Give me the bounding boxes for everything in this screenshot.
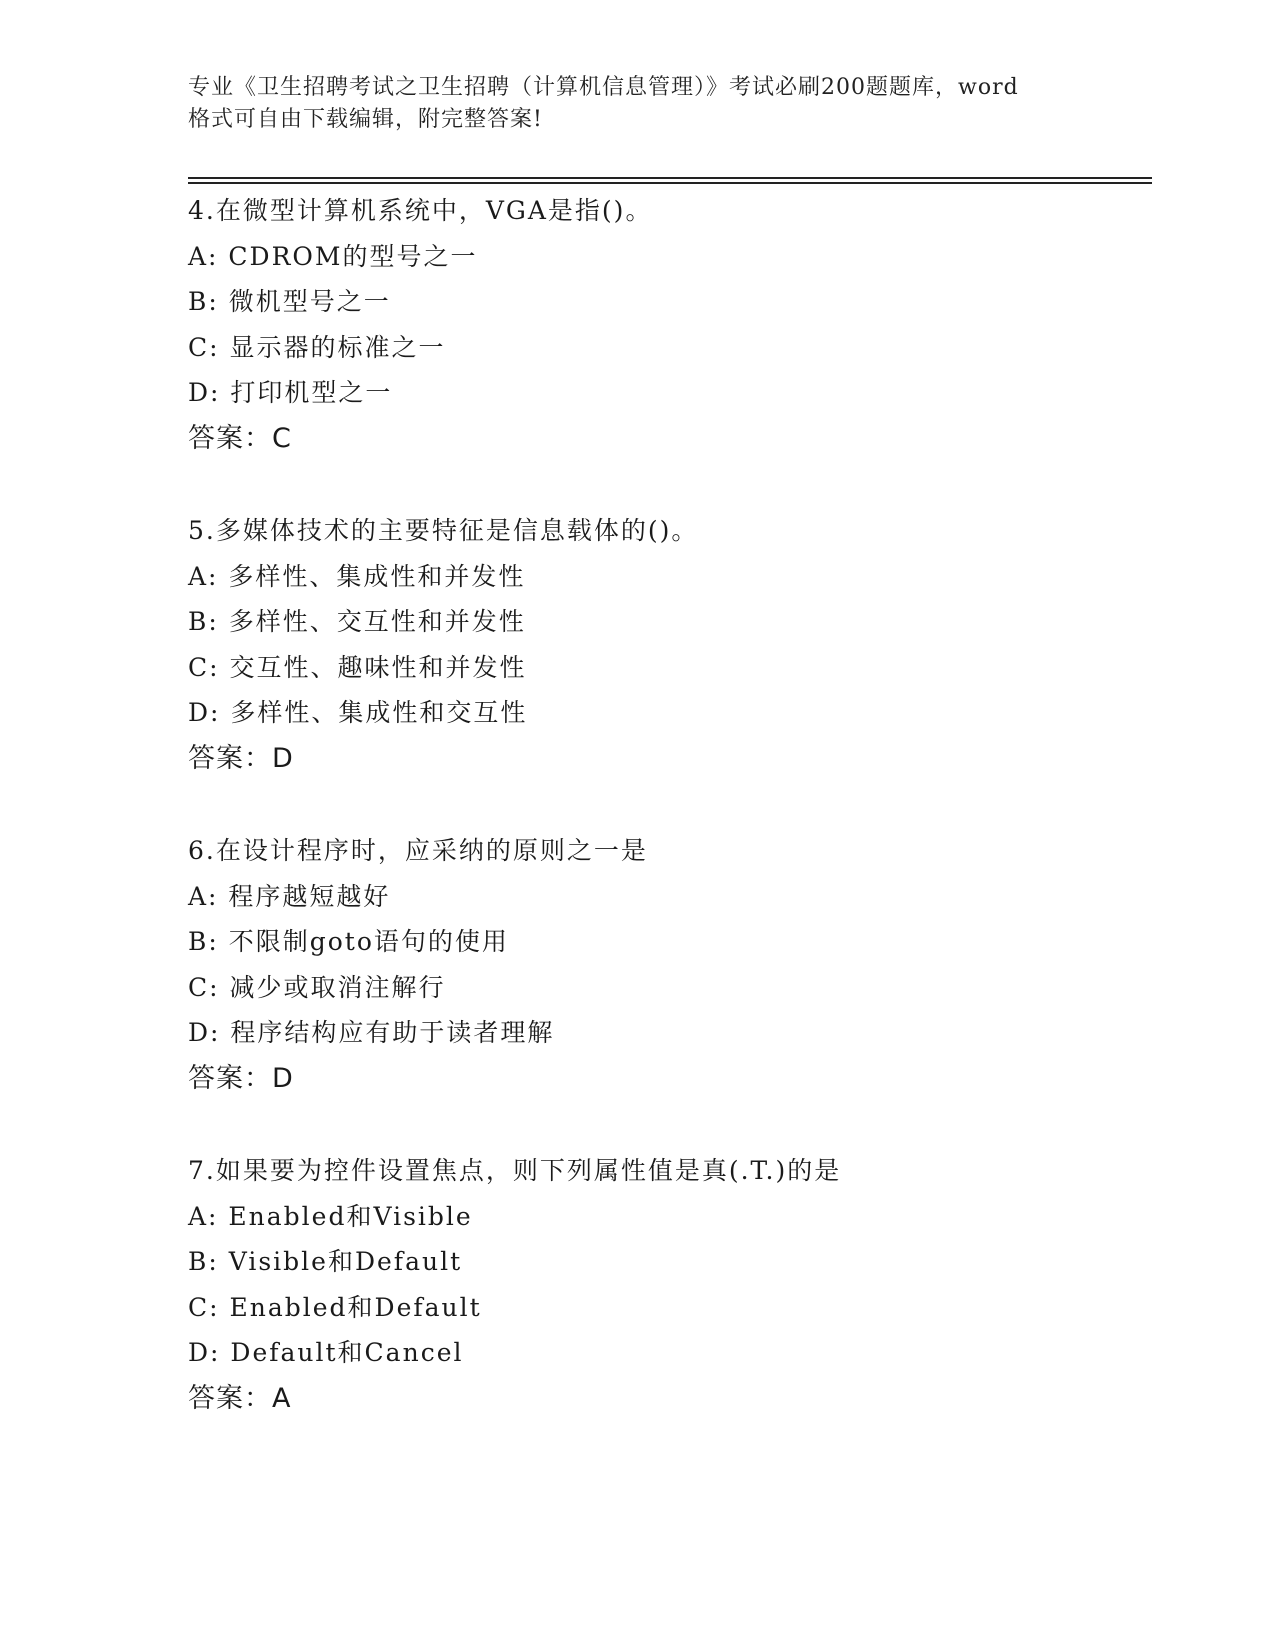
option-c: C: 减少或取消注解行 bbox=[188, 972, 446, 1002]
option-b: B: 不限制goto语句的使用 bbox=[188, 927, 509, 956]
option-b: B: 多样性、交互性和并发性 bbox=[188, 607, 526, 636]
option-d: D: 多样性、集成性和交互性 bbox=[188, 698, 528, 727]
header-line-1: 专业《卫生招聘考试之卫生招聘（计算机信息管理）》考试必刷200题题库，word bbox=[188, 75, 1019, 100]
option-b: B: 微机型号之一 bbox=[188, 287, 391, 316]
answer-line: 答案：C bbox=[188, 422, 292, 454]
question-stem: 5.多媒体技术的主要特征是信息载体的()。 bbox=[188, 516, 699, 545]
option-c: C: 显示器的标准之一 bbox=[188, 332, 446, 362]
question-block-7 bbox=[188, 1148, 1138, 1421]
question-stem: 7.如果要为控件设置焦点，则下列属性值是真(.T.)的是 bbox=[188, 1156, 842, 1185]
question-block-4 bbox=[188, 188, 1138, 461]
answer-line: 答案：D bbox=[188, 742, 294, 774]
option-c: C: Enabled和Default bbox=[188, 1292, 482, 1322]
option-a: A: 程序越短越好 bbox=[188, 881, 391, 911]
option-c: C: 交互性、趣味性和并发性 bbox=[188, 652, 527, 682]
question-stem: 6.在设计程序时，应采纳的原则之一是 bbox=[188, 836, 648, 865]
question-stem: 4.在微型计算机系统中，VGA是指()。 bbox=[188, 196, 653, 225]
header-line-2: 格式可自由下载编辑，附完整答案! bbox=[188, 107, 543, 132]
option-a: A: CDROM的型号之一 bbox=[188, 241, 478, 271]
question-block-5 bbox=[188, 508, 1138, 781]
option-a: A: Enabled和Visible bbox=[188, 1201, 473, 1231]
header-divider-top bbox=[188, 177, 1152, 179]
question-block-6 bbox=[188, 828, 1138, 1101]
option-d: D: Default和Cancel bbox=[188, 1338, 464, 1367]
header-divider-bottom bbox=[188, 182, 1152, 184]
option-b: B: Visible和Default bbox=[188, 1247, 463, 1276]
option-d: D: 程序结构应有助于读者理解 bbox=[188, 1018, 555, 1047]
option-a: A: 多样性、集成性和并发性 bbox=[188, 561, 526, 591]
answer-line: 答案：A bbox=[188, 1382, 292, 1414]
document-header bbox=[188, 72, 1088, 136]
option-d: D: 打印机型之一 bbox=[188, 378, 393, 407]
answer-line: 答案：D bbox=[188, 1062, 294, 1094]
